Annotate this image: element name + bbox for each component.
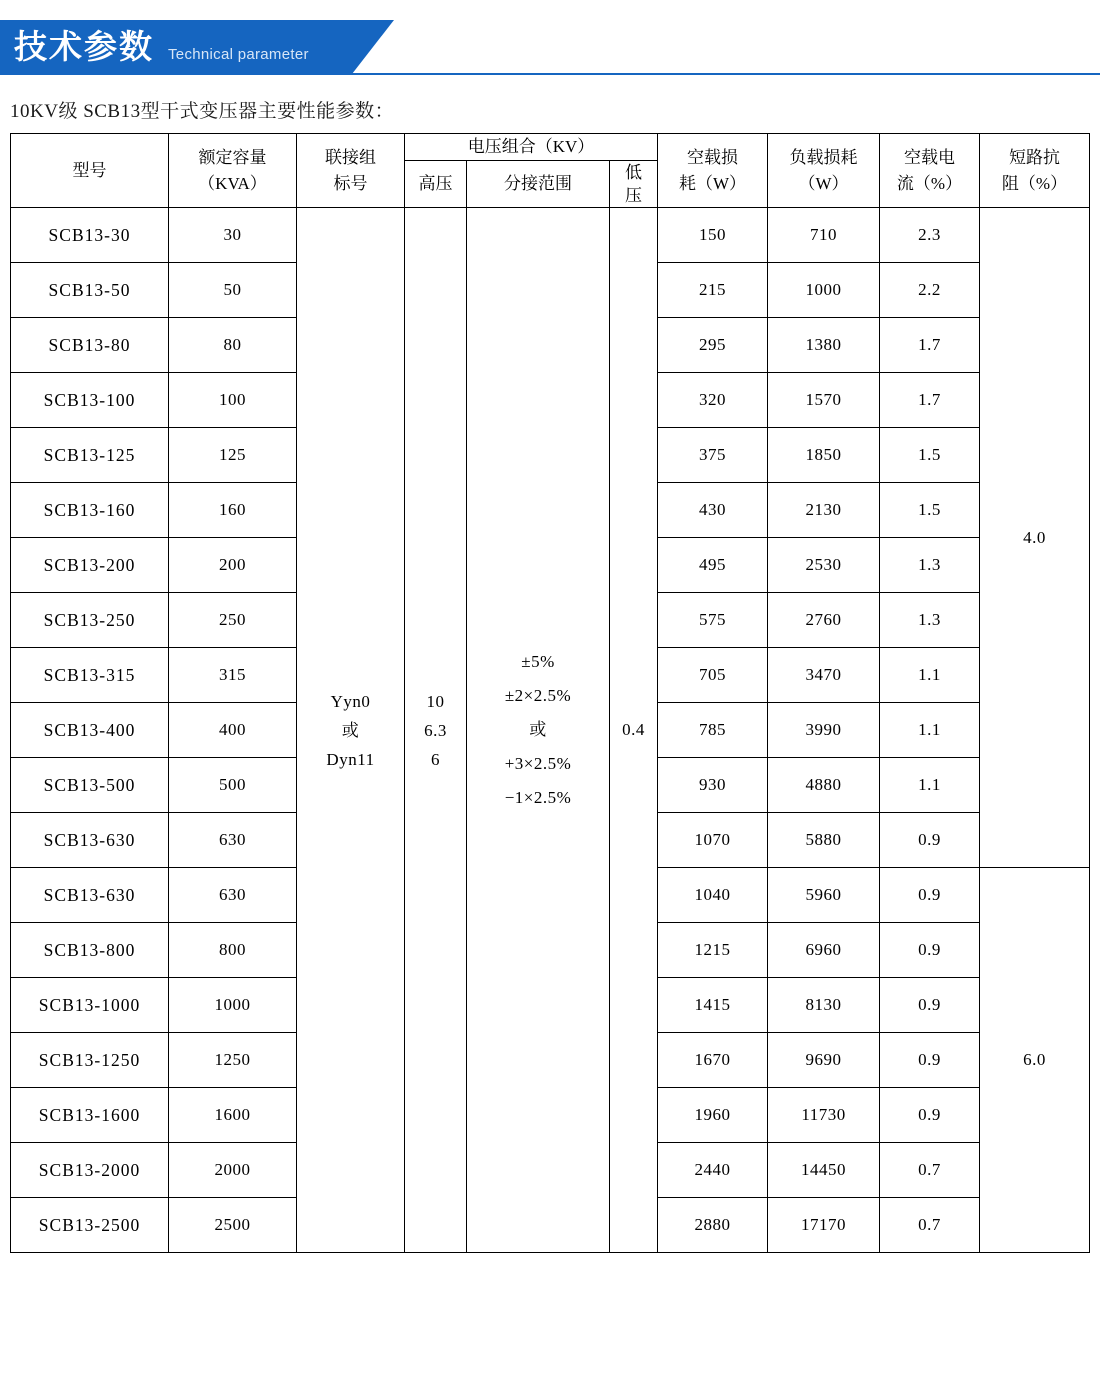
cell-no-load-loss: 575 [658, 593, 768, 648]
cell-no-load-current: 0.9 [880, 978, 980, 1033]
cell-no-load-current: 1.5 [880, 483, 980, 538]
cell-load-loss: 2530 [768, 538, 880, 593]
tap-range-line4: +3×2.5% [504, 754, 572, 773]
header-no-load-loss [658, 134, 768, 208]
cell-no-load-current: 1.3 [880, 538, 980, 593]
cell-no-load-current: 1.5 [880, 428, 980, 483]
banner-underline [0, 73, 1100, 75]
high-voltage-line2: 6.3 [424, 720, 447, 740]
tap-range-line1: ±5% [521, 652, 555, 671]
header-model: 型号 [11, 134, 169, 208]
cell-no-load-loss: 1670 [658, 1033, 768, 1088]
header-connection-line1: 联接组 [325, 147, 376, 167]
cell-connection-group [297, 208, 405, 1253]
cell-no-load-current: 2.2 [880, 263, 980, 318]
cell-model: SCB13-200 [11, 538, 169, 593]
cell-no-load-current: 0.9 [880, 868, 980, 923]
connection-line2: 或 [341, 720, 360, 740]
cell-load-loss: 9690 [768, 1033, 880, 1088]
header-no-load-current-line1: 空载电 [904, 147, 956, 167]
cell-model: SCB13-630 [11, 868, 169, 923]
table-row [11, 208, 1090, 263]
cell-high-voltage [405, 208, 467, 1253]
cell-capacity: 1250 [169, 1033, 297, 1088]
table-body [11, 208, 1090, 1253]
cell-no-load-current: 0.9 [880, 1088, 980, 1143]
banner-arrow-shape [352, 20, 394, 74]
cell-model: SCB13-630 [11, 813, 169, 868]
cell-model: SCB13-1000 [11, 978, 169, 1033]
header-short-circuit-impedance-line2: 阻（%） [1001, 173, 1068, 193]
tap-range-line5: −1×2.5% [504, 788, 572, 807]
cell-model: SCB13-100 [11, 373, 169, 428]
tap-range-line2: ±2×2.5% [504, 686, 572, 705]
header-voltage-group: 电压组合（KV） [405, 134, 658, 161]
cell-no-load-loss: 705 [658, 648, 768, 703]
header-no-load-loss-line1: 空载损 [687, 147, 739, 167]
cell-no-load-current: 1.1 [880, 703, 980, 758]
cell-model: SCB13-500 [11, 758, 169, 813]
header-no-load-current [880, 134, 980, 208]
connection-line1: Yyn0 [330, 691, 371, 711]
header-load-loss [768, 134, 880, 208]
table-header [11, 134, 1090, 208]
cell-capacity: 100 [169, 373, 297, 428]
cell-no-load-current: 0.7 [880, 1143, 980, 1198]
header-high-voltage: 高压 [405, 161, 467, 208]
cell-capacity: 200 [169, 538, 297, 593]
cell-no-load-loss: 295 [658, 318, 768, 373]
cell-no-load-current: 1.1 [880, 648, 980, 703]
transformer-spec-table [10, 133, 1090, 1253]
cell-model: SCB13-1250 [11, 1033, 169, 1088]
cell-no-load-loss: 930 [658, 758, 768, 813]
header-row-1 [11, 134, 1090, 161]
header-load-loss-line1: 负载损耗 [789, 147, 858, 167]
cell-impedance-group-1: 4.0 [980, 208, 1090, 868]
cell-model: SCB13-30 [11, 208, 169, 263]
cell-load-loss: 17170 [768, 1198, 880, 1253]
cell-model: SCB13-1600 [11, 1088, 169, 1143]
header-no-load-loss-line2: 耗（W） [678, 173, 747, 193]
cell-model: SCB13-250 [11, 593, 169, 648]
cell-load-loss: 5880 [768, 813, 880, 868]
cell-impedance-group-2: 6.0 [980, 868, 1090, 1253]
cell-no-load-loss: 320 [658, 373, 768, 428]
header-short-circuit-impedance [980, 134, 1090, 208]
cell-no-load-current: 1.7 [880, 373, 980, 428]
cell-no-load-loss: 2440 [658, 1143, 768, 1198]
cell-capacity: 1000 [169, 978, 297, 1033]
banner-title-en: Technical parameter [168, 46, 309, 63]
cell-tap-range [467, 208, 610, 1253]
cell-load-loss: 1380 [768, 318, 880, 373]
cell-no-load-loss: 1215 [658, 923, 768, 978]
cell-no-load-current: 1.1 [880, 758, 980, 813]
cell-capacity: 2000 [169, 1143, 297, 1198]
cell-low-voltage: 0.4 [610, 208, 658, 1253]
spec-table-container [0, 133, 1100, 1253]
cell-model: SCB13-160 [11, 483, 169, 538]
cell-capacity: 30 [169, 208, 297, 263]
cell-model: SCB13-2500 [11, 1198, 169, 1253]
cell-model: SCB13-50 [11, 263, 169, 318]
cell-model: SCB13-2000 [11, 1143, 169, 1198]
cell-no-load-loss: 375 [658, 428, 768, 483]
table-caption: 10KV级 SCB13型干式变压器主要性能参数： [10, 101, 395, 122]
cell-no-load-current: 0.7 [880, 1198, 980, 1253]
cell-capacity: 80 [169, 318, 297, 373]
cell-model: SCB13-400 [11, 703, 169, 758]
cell-capacity: 315 [169, 648, 297, 703]
cell-no-load-loss: 1960 [658, 1088, 768, 1143]
cell-load-loss: 2130 [768, 483, 880, 538]
cell-capacity: 160 [169, 483, 297, 538]
header-low-voltage: 低 压 [610, 161, 658, 208]
cell-load-loss: 710 [768, 208, 880, 263]
cell-capacity: 250 [169, 593, 297, 648]
cell-no-load-loss: 215 [658, 263, 768, 318]
cell-model: SCB13-315 [11, 648, 169, 703]
header-connection-line2: 标号 [333, 173, 368, 193]
high-voltage-line3: 6 [431, 749, 440, 769]
header-short-circuit-impedance-line1: 短路抗 [1009, 147, 1061, 167]
cell-no-load-current: 0.9 [880, 1033, 980, 1088]
cell-no-load-current: 2.3 [880, 208, 980, 263]
cell-capacity: 50 [169, 263, 297, 318]
cell-load-loss: 2760 [768, 593, 880, 648]
cell-load-loss: 14450 [768, 1143, 880, 1198]
cell-capacity: 800 [169, 923, 297, 978]
cell-capacity: 1600 [169, 1088, 297, 1143]
cell-capacity: 500 [169, 758, 297, 813]
cell-no-load-loss: 1070 [658, 813, 768, 868]
page-header-banner [0, 0, 1100, 88]
cell-load-loss: 3990 [768, 703, 880, 758]
cell-model: SCB13-125 [11, 428, 169, 483]
high-voltage-line1: 10 [426, 691, 445, 711]
cell-capacity: 630 [169, 813, 297, 868]
tap-range-line3: 或 [529, 720, 547, 739]
cell-load-loss: 1850 [768, 428, 880, 483]
cell-load-loss: 1570 [768, 373, 880, 428]
cell-no-load-loss: 495 [658, 538, 768, 593]
cell-no-load-loss: 2880 [658, 1198, 768, 1253]
cell-capacity: 630 [169, 868, 297, 923]
cell-load-loss: 3470 [768, 648, 880, 703]
cell-load-loss: 4880 [768, 758, 880, 813]
header-no-load-current-line2: 流（%） [896, 173, 963, 193]
cell-no-load-current: 1.7 [880, 318, 980, 373]
cell-no-load-loss: 430 [658, 483, 768, 538]
cell-capacity: 125 [169, 428, 297, 483]
header-connection [297, 134, 405, 208]
header-capacity-line2: （KVA） [198, 173, 267, 193]
cell-no-load-current: 0.9 [880, 923, 980, 978]
cell-capacity: 2500 [169, 1198, 297, 1253]
cell-no-load-loss: 785 [658, 703, 768, 758]
cell-load-loss: 8130 [768, 978, 880, 1033]
cell-no-load-loss: 1415 [658, 978, 768, 1033]
cell-model: SCB13-800 [11, 923, 169, 978]
cell-load-loss: 5960 [768, 868, 880, 923]
cell-load-loss: 1000 [768, 263, 880, 318]
cell-load-loss: 11730 [768, 1088, 880, 1143]
header-capacity [169, 134, 297, 208]
connection-line3: Dyn11 [326, 749, 375, 769]
cell-capacity: 400 [169, 703, 297, 758]
cell-no-load-current: 1.3 [880, 593, 980, 648]
cell-no-load-loss: 1040 [658, 868, 768, 923]
header-tap-range: 分接范围 [467, 161, 610, 208]
cell-load-loss: 6960 [768, 923, 880, 978]
cell-no-load-loss: 150 [658, 208, 768, 263]
header-capacity-line1: 额定容量 [198, 147, 267, 167]
cell-model: SCB13-80 [11, 318, 169, 373]
cell-no-load-current: 0.9 [880, 813, 980, 868]
banner-title-cn: 技术参数 [14, 28, 154, 65]
header-load-loss-line2: （W） [798, 173, 849, 193]
